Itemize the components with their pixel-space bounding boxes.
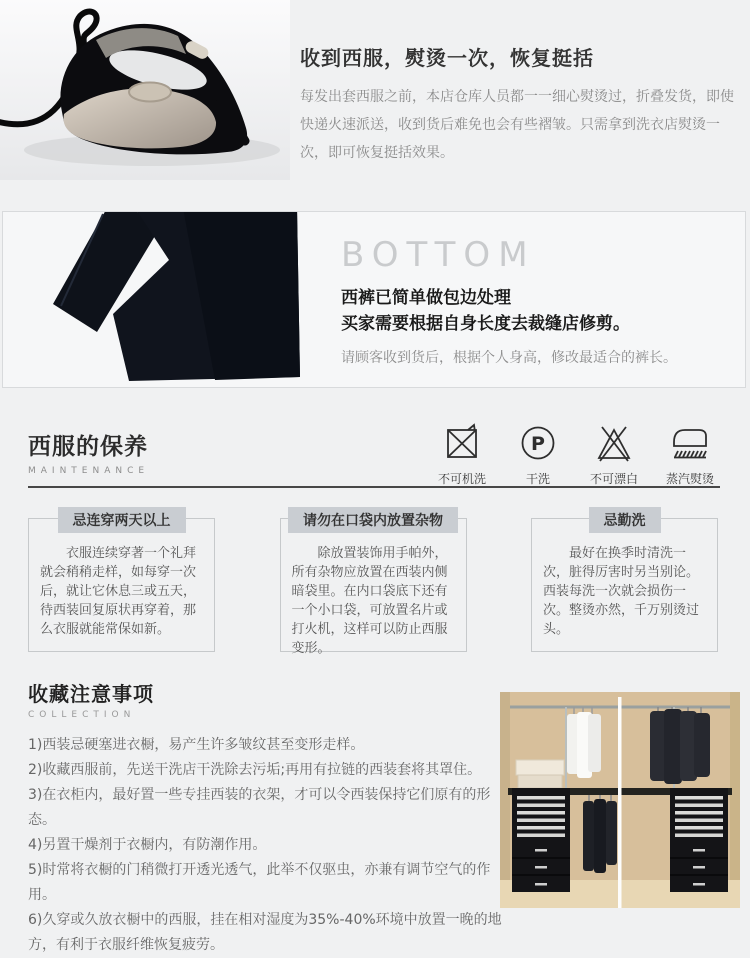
care-label: 不可漂白: [589, 472, 638, 486]
steam-iron-illustration: [0, 0, 290, 180]
collection-item: 3)在衣柜内，最好置一些专挂西装的衣架，才可以令西装保持它们原有的形态。: [28, 787, 491, 828]
wardrobe-illustration: [500, 692, 740, 908]
tip-body: 最好在换季时清洗一次，脏得厉害时另当别论。西装每洗一次就会损伤一次。整烫亦然，千万别烫过头。: [543, 546, 700, 637]
wardrobe-closet-photo: [500, 692, 740, 908]
trousers-hem-line1: 西裤已简单做包边处理: [341, 288, 511, 308]
collection-subtitle: COLLECTION: [28, 710, 136, 720]
tip-box-empty-pockets: [280, 513, 467, 656]
tip-body: 除放置装饰用手帕外，所有杂物应放置在西装内侧暗袋里。在内口袋底下还有一个小口袋，可放置名片或打火机，这样可以防止西服变形。: [291, 546, 448, 656]
collection-item: 5)时常将衣橱的门稍微打开透光透气，此举不仅驱虫，亦兼有调节空气的作用。: [28, 862, 491, 903]
ironing-heading: 收到西服，熨烫一次，恢复挺括: [300, 46, 594, 70]
trousers-text-block: [341, 235, 731, 367]
svg-text:P: P: [531, 433, 545, 455]
ironing-section: [0, 0, 750, 211]
tip-title: 忌连穿两天以上: [58, 507, 186, 533]
dry-clean-icon: [518, 423, 558, 463]
collection-item: 6)久穿或久放衣橱中的西服，挂在相对湿度为35%-40%环境中放置一晚的地方，有利于衣服纤维恢复疲劳。: [28, 912, 502, 953]
collection-item: 1)西装忌硬塞进衣橱，易产生许多皱纹甚至变形走样。: [28, 737, 365, 753]
trousers-section: [2, 211, 746, 388]
maintenance-title: 西服的保养: [28, 434, 148, 460]
care-item-dry-clean: [508, 423, 568, 487]
collection-title: 收藏注意事项: [28, 682, 154, 706]
collection-item: 2)收藏西服前，先送干洗店干洗除去污垢;再用有拉链的西装套将其罩住。: [28, 762, 482, 778]
maintenance-header: [28, 428, 149, 476]
care-tips-row: [28, 513, 718, 656]
care-symbols-row: [432, 423, 720, 487]
black-trousers-photo: [3, 212, 303, 387]
collection-section: [28, 678, 510, 958]
care-item-no-bleach: [584, 423, 644, 487]
care-label: 干洗: [525, 472, 550, 486]
trousers-hem-line2: 买家需要根据自身长度去裁缝店修剪。: [341, 313, 630, 334]
trousers-illustration: [3, 212, 303, 387]
ironing-text-block: [300, 42, 742, 167]
no-bleach-icon: [594, 423, 634, 463]
no-machine-wash-icon: [442, 423, 482, 463]
collection-list: [28, 733, 510, 958]
tip-box-no-consecutive-wear: [28, 513, 215, 652]
bottom-watermark: BOTTOM: [341, 235, 536, 275]
care-label: 不可机洗: [437, 472, 486, 486]
trousers-note: 请顾客收到货后，根据个人身高，修改最适合的裤长。: [341, 350, 677, 366]
collection-item: 4)另置干燥剂于衣橱内，有防潮作用。: [28, 837, 267, 853]
steam-iron-photo: [0, 0, 290, 180]
tip-box-no-frequent-wash: [531, 513, 718, 652]
maintenance-divider: [28, 486, 720, 488]
tip-title: 忌勤洗: [589, 507, 661, 533]
steam-iron-icon: [670, 423, 710, 463]
tip-title: 请勿在口袋内放置杂物: [288, 507, 458, 533]
care-item-steam-iron: [660, 423, 720, 487]
care-label: 蒸汽熨烫: [665, 472, 714, 486]
tip-body: 衣服连续穿著一个礼拜就会稍稍走样，如每穿一次后，就让它休息三或五天，待西装回复原状再穿着，那么衣服就能常保如新。: [40, 546, 197, 637]
maintenance-subtitle: MAINTENANCE: [28, 466, 150, 476]
care-item-no-machine-wash: [432, 423, 492, 487]
ironing-body: 每发出套西服之前，本店仓库人员都一一细心熨烫过，折叠发货，即使快递火速派送，收到货后难免也会有些褶皱。只需拿到洗衣店熨烫一次，即可恢复挺括效果。: [300, 89, 734, 161]
